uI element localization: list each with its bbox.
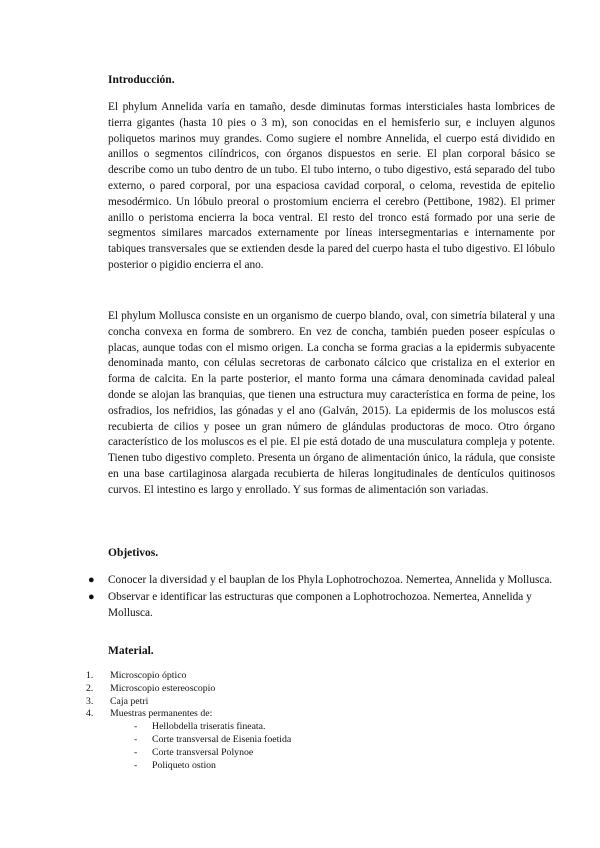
muestras-sublist [110,721,506,772]
material-text: Caja petri [110,695,149,707]
material-heading: Material. [108,645,154,657]
item-number: 1. [86,670,94,681]
objetivo-text: Conocer la diversidad y el bauplan de los Phyla Lophotrochozoa. Nemertea, Annelida y Mollusca. [108,574,553,586]
muestra-text: Poliqueto ostion [152,759,216,771]
material-text: Microscopio óptico [110,670,187,681]
muestra-text: Corte transversal Polynoe [152,746,254,758]
intro-heading: Introducción. [108,74,175,86]
item-number: 4. [86,708,94,720]
material-text: Microscopio estereoscopio [110,682,216,694]
dash-marker: - [134,759,138,771]
list-item [134,721,506,734]
objetivo-text: Observar e identificar las estructuras que componen a Lophotrochozoa. Nemertea, Annelida y Mollusca. [108,590,532,619]
dash-marker: - [134,721,138,733]
list-item [134,747,506,760]
dash-marker: - [134,733,138,745]
list-item [134,760,506,773]
material-list [86,670,506,772]
intro-paragraph-mollusca: El phylum Mollusca consiste en un organismo de cuerpo blando, oval, con simetría bilateral y una concha convexa en forma de sombrero. En vez de concha, también pueden poseer espículas o placas, aunque todas con el mismo origen. La concha se forma gracias a la epidermis subyacente denominada manto, con células secretoras de carbonato cálcico que cristaliza en el exterior en forma de calcita. En la parte posterior, el manto forma una cámara denominada cavidad paleal donde se alojan las branquias, que tienen una estructura muy característica en forma de peine, los osfradios, los nefridios, las gónadas y el ano (Galván, 2015). La epidermis de los moluscos está recubierta de cilios y posee un gran número de glándulas productoras de moco. Otro órgano característico de los moluscos es el pie. El pie está dotado de una musculatura compleja y potente. Tienen tubo digestivo completo. Presenta un órgano de alimentación único, la rádula, que consiste en una base cartilaginosa alargada recubierta de hileras longitudinales de dentículos quitinosos curvos. El intestino es largo y enrollado. Y sus formas de alimentación son variadas. [108,310,555,496]
dash-marker: - [134,746,138,758]
bullet-icon: ● [88,590,95,603]
muestra-text: Hellobdella triseratis fineata. [152,721,266,733]
list-item [86,708,506,772]
list-item [86,696,506,709]
list-item [134,734,506,747]
list-item [86,670,506,683]
item-number: 2. [86,682,94,694]
muestra-text: Corte transversal de Eisenia foetida [152,733,292,745]
bullet-icon: ● [88,574,95,586]
list-item [86,683,506,696]
intro-paragraph-annelida: El phylum Annelida varía en tamaño, desde diminutas formas intersticiales hasta lombrices de tierra gigantes (hasta 10 pies o 3 m), son conocidas en el hemisferio sur, e incluyen algunos poliquetos marinos muy grandes. Como sugiere el nombre Annelida, el cuerpo está dividido en anillos o segmentos cilíndricos, con órganos dispuestos en serie. El plan corporal básico se describe como un tubo dentro de un tubo. El tubo interno, o tubo digestivo, está separado del tubo externo, o pared corporal, por una espaciosa cavidad corporal, o celoma, revestida de epitelio mesodérmico. Un lóbulo preoral o prostomium encierra el cerebro (Pettibone, 1982). El primer anillo o peristoma encierra la boca ventral. El resto del tronco está formado por una serie de segmentos similares marcados externamente por líneas intersegmentarias e internamente por tabiques transversales que se extienden desde la pared del cuerpo hasta el tubo digestivo. El lóbulo posterior o pigidio encierra el ano. [108,101,555,271]
list-item [88,590,558,622]
objetivos-list [88,573,558,622]
material-text: Muestras permanentes de: [110,708,213,720]
list-item [88,573,558,589]
objetivos-heading: Objetivos. [108,547,159,559]
item-number: 3. [86,695,94,707]
